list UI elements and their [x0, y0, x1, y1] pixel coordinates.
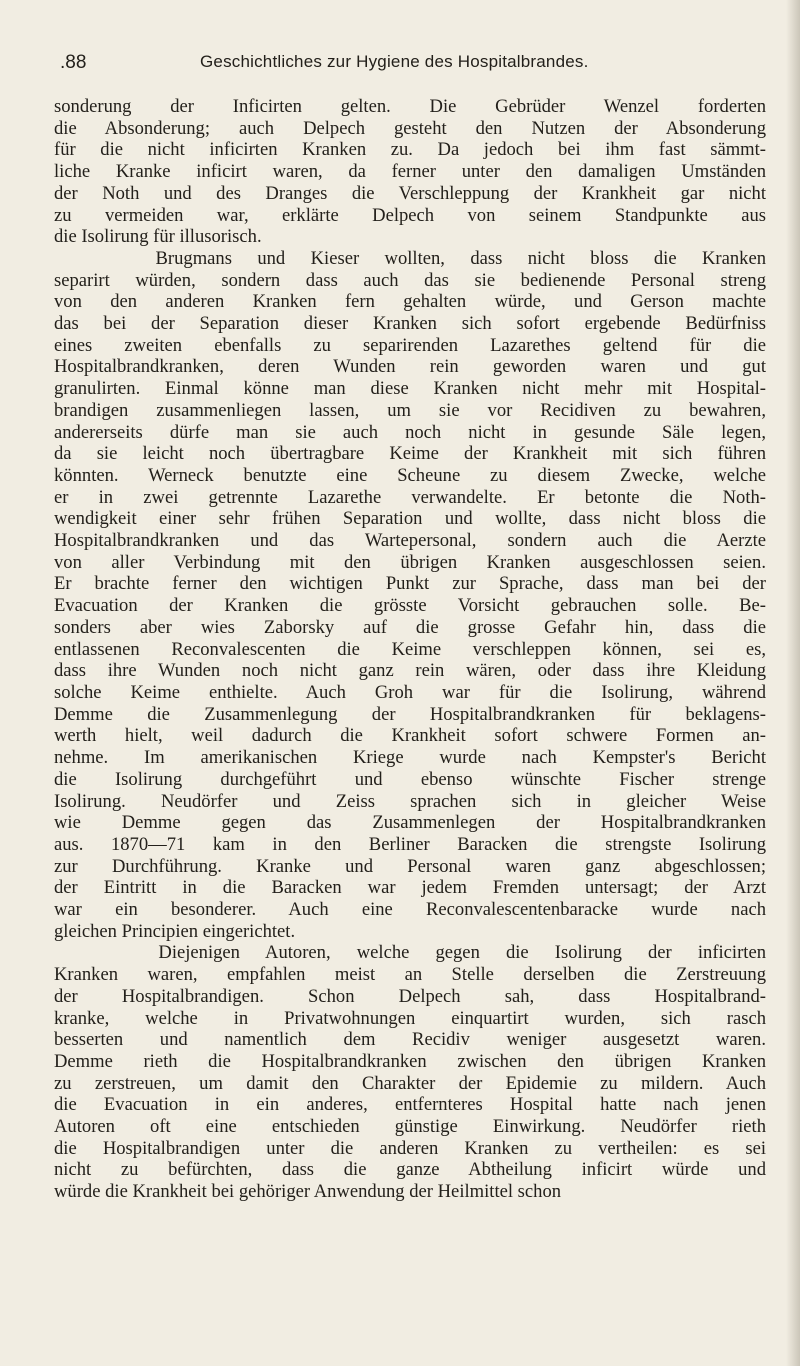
text-line: er in zwei getrennte Lazarethe verwandelte. Er betonte die Noth-: [54, 486, 766, 508]
text-line: die Isolirung für illusorisch.: [54, 226, 262, 248]
text-line: Brugmans und Kieser wollten, dass nicht bloss die Kranken: [54, 247, 766, 269]
text-line: Hospitalbrandkranken, deren Wunden rein geworden waren und gut: [54, 356, 766, 378]
text-line: Diejenigen Autoren, welche gegen die Isolirung der inficirten: [54, 942, 766, 964]
text-line: würde die Krankheit bei gehöriger Anwendung der Heilmittel schon: [54, 1181, 562, 1203]
text-line: werth hielt, weil dadurch die Krankheit sofort schwere Formen an-: [54, 725, 766, 747]
text-line: von den anderen Kranken fern gehalten würde, und Gerson machte: [54, 291, 766, 313]
text-line: nehme. Im amerikanischen Kriege wurde nach Kempster's Bericht: [54, 747, 766, 769]
text-line: der Hospitalbrandigen. Schon Delpech sah, dass Hospitalbrand-: [54, 985, 766, 1007]
text-line: das bei der Separation dieser Kranken sich sofort ergebende Bedürfniss: [54, 313, 766, 335]
text-line: Er brachte ferner den wichtigen Punkt zur Sprache, dass man bei der: [54, 573, 766, 595]
text-line: Evacuation der Kranken die grösste Vorsicht gebrauchen solle. Be-: [54, 595, 766, 617]
text-line: Kranken waren, empfahlen meist an Stelle derselben die Zerstreuung: [54, 964, 766, 986]
text-line: die Evacuation in ein anderes, entfernteres Hospital hatte nach jenen: [54, 1094, 766, 1116]
text-line: kranke, welche in Privatwohnungen einquartirt wurden, sich rasch: [54, 1007, 766, 1029]
text-line: gleichen Principien eingerichtet.: [54, 920, 296, 942]
running-head: Geschichtliches zur Hygiene des Hospitalbrandes.: [200, 52, 589, 71]
body-text: [54, 96, 766, 1203]
text-line: Demme die Zusammenlegung der Hospitalbrandkranken für beklagens-: [54, 703, 766, 725]
text-line: brandigen zusammenliegen lassen, um sie vor Recidiven zu bewahren,: [54, 399, 766, 421]
text-line: Demme rieth die Hospitalbrandkranken zwischen den übrigen Kranken: [54, 1050, 766, 1072]
text-line: granulirten. Einmal könne man diese Kranken nicht mehr mit Hospital-: [54, 378, 766, 400]
text-line: andererseits dürfe man sie auch noch nicht in gesunde Säle legen,: [54, 421, 766, 443]
text-line: aus. 1870—71 kam in den Berliner Baracken die strengste Isolirung: [54, 833, 766, 855]
text-line: zur Durchführung. Kranke und Personal waren ganz abgeschlossen;: [54, 855, 766, 877]
text-line: Autoren oft eine entschieden günstige Einwirkung. Neudörfer rieth: [54, 1116, 766, 1138]
text-line: da sie leicht noch übertragbare Keime der Krankheit mit sich führen: [54, 443, 766, 465]
text-line: nicht zu befürchten, dass die ganze Abtheilung inficirt würde und: [54, 1159, 766, 1181]
text-line: dass ihre Wunden noch nicht ganz rein wären, oder dass ihre Kleidung: [54, 660, 766, 682]
text-line: die Isolirung durchgeführt und ebenso wünschte Fischer strenge: [54, 768, 766, 790]
text-line: für die nicht inficirten Kranken zu. Da jedoch bei ihm fast sämmt-: [54, 139, 766, 161]
page-header: [60, 52, 770, 78]
text-line: zu vermeiden war, erklärte Delpech von seinem Standpunkte aus: [54, 204, 766, 226]
page-number: .88: [60, 52, 87, 73]
text-line: sonderung der Inficirten gelten. Die Gebrüder Wenzel forderten: [54, 96, 766, 117]
text-line: die Hospitalbrandigen unter die anderen Kranken zu vertheilen: es sei: [54, 1137, 766, 1159]
page-edge-shadow: [786, 0, 800, 1366]
text-line: entlassenen Reconvalescenten die Keime verschleppen können, sei es,: [54, 638, 766, 660]
text-line: der Noth und des Dranges die Verschleppung der Krankheit gar nicht: [54, 182, 766, 204]
text-line: Isolirung. Neudörfer und Zeiss sprachen sich in gleicher Weise: [54, 790, 766, 812]
text-line: könnten. Werneck benutzte eine Scheune zu diesem Zwecke, welche: [54, 464, 766, 486]
text-line: Hospitalbrandkranken und das Wartepersonal, sondern auch die Aerzte: [54, 530, 766, 552]
text-line: sonders aber wies Zaborsky auf die grosse Gefahr hin, dass die: [54, 616, 766, 638]
text-line: eines zweiten ebenfalls zu separirenden Lazarethes geltend für die: [54, 334, 766, 356]
text-line: zu zerstreuen, um damit den Charakter der Epidemie zu mildern. Auch: [54, 1072, 766, 1094]
text-line: wendigkeit einer sehr frühen Separation und wollte, dass nicht bloss die: [54, 508, 766, 530]
text-line: die Absonderung; auch Delpech gesteht den Nutzen der Absonderung: [54, 117, 766, 139]
text-line: besserten und namentlich dem Recidiv weniger ausgesetzt waren.: [54, 1029, 766, 1051]
text-line: separirt würden, sondern dass auch das sie bedienende Personal streng: [54, 269, 766, 291]
text-line: von aller Verbindung mit den übrigen Kranken ausgeschlossen seien.: [54, 551, 766, 573]
text-line: der Eintritt in die Baracken war jedem Fremden untersagt; der Arzt: [54, 877, 766, 899]
text-line: solche Keime enthielte. Auch Groh war für die Isolirung, während: [54, 681, 766, 703]
text-line: wie Demme gegen das Zusammenlegen der Hospitalbrandkranken: [54, 812, 766, 834]
text-line: liche Kranke inficirt waren, da ferner unter den damaligen Umständen: [54, 161, 766, 183]
text-line: war ein besonderer. Auch eine Reconvalescentenbaracke wurde nach: [54, 899, 766, 921]
